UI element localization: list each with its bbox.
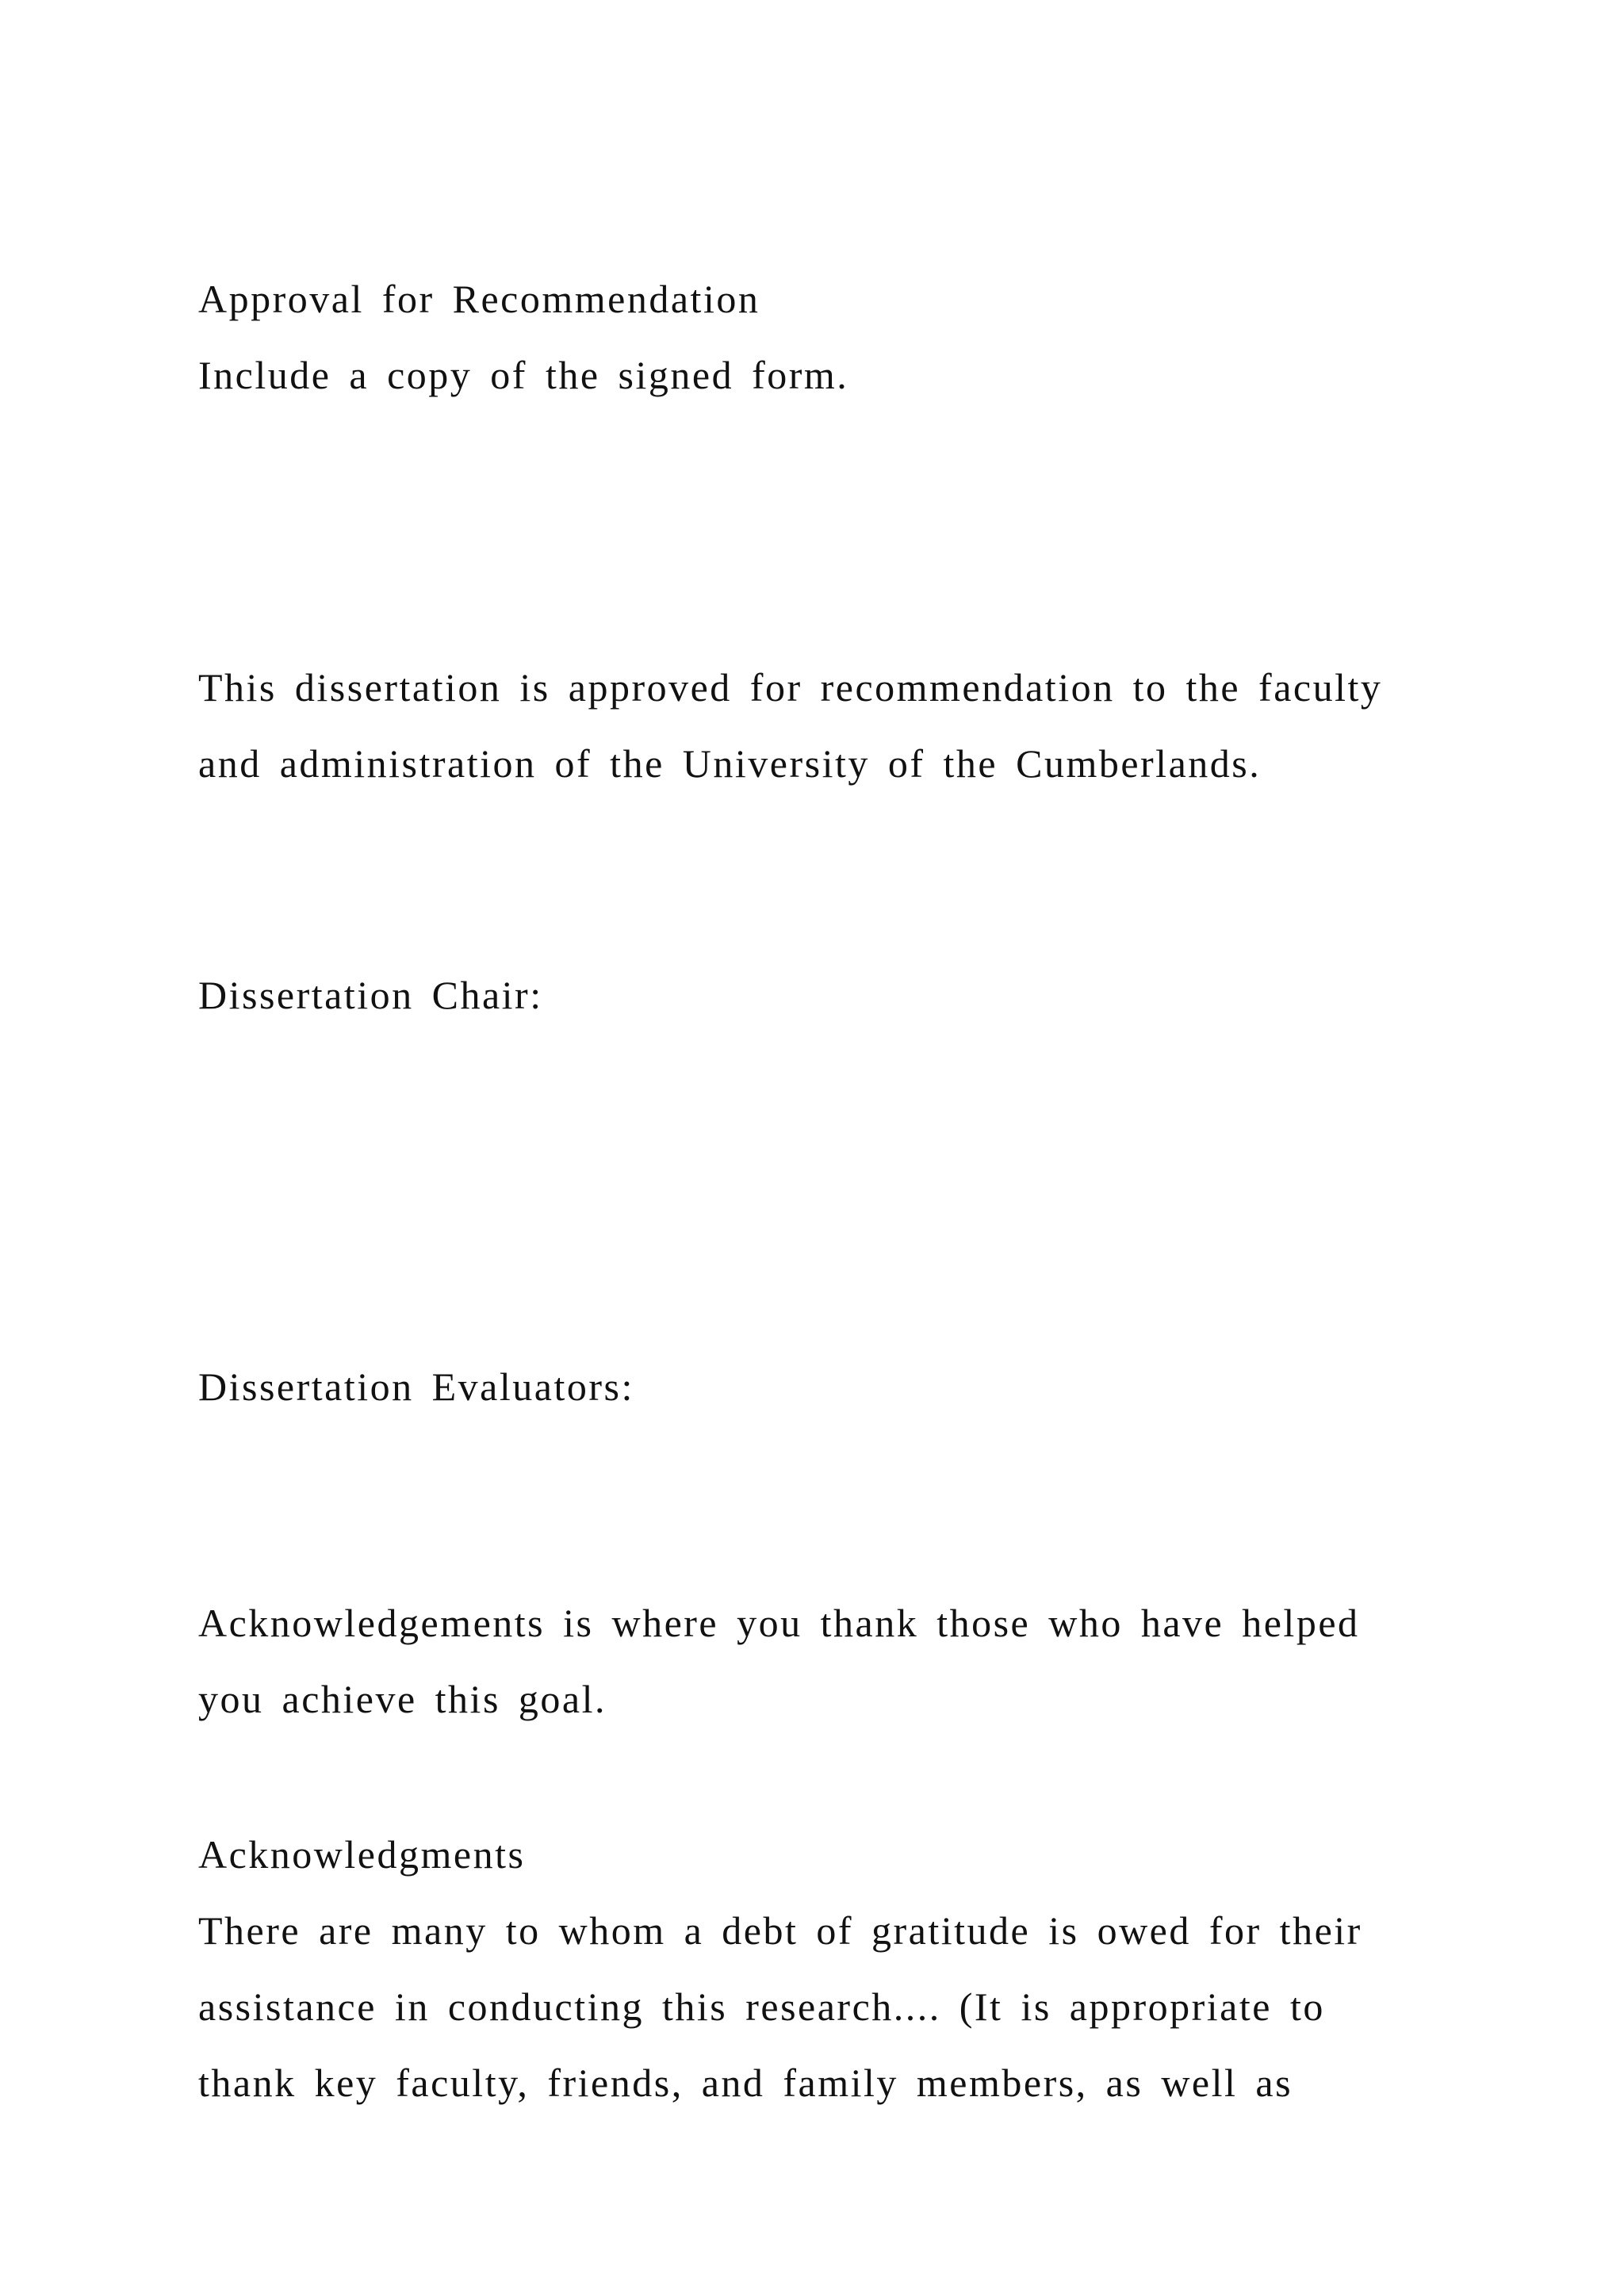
approval-instruction: Include a copy of the signed form. — [198, 353, 849, 397]
acknowledgements-note-line-1: Acknowledgements is where you thank those who have helped — [198, 1601, 1360, 1645]
dissertation-chair-label: Dissertation Chair: — [198, 973, 543, 1017]
acknowledgments-body-line-2: assistance in conducting this research.... (It is appropriate to — [198, 1984, 1325, 2029]
acknowledgments-body-line-3: thank key faculty, friends, and family members, as well as — [198, 2061, 1293, 2105]
acknowledgments-body-line-1: There are many to whom a debt of gratitude is owed for their — [198, 1908, 1362, 1953]
approval-heading: Approval for Recommendation — [198, 277, 760, 321]
approval-statement-line-2: and administration of the University of the Cumberlands. — [198, 741, 1262, 786]
approval-statement-line-1: This dissertation is approved for recommendation to the faculty — [198, 665, 1383, 710]
acknowledgements-note-line-2: you achieve this goal. — [198, 1677, 607, 1721]
acknowledgments-heading: Acknowledgments — [198, 1832, 526, 1877]
dissertation-evaluators-label: Dissertation Evaluators: — [198, 1364, 634, 1409]
